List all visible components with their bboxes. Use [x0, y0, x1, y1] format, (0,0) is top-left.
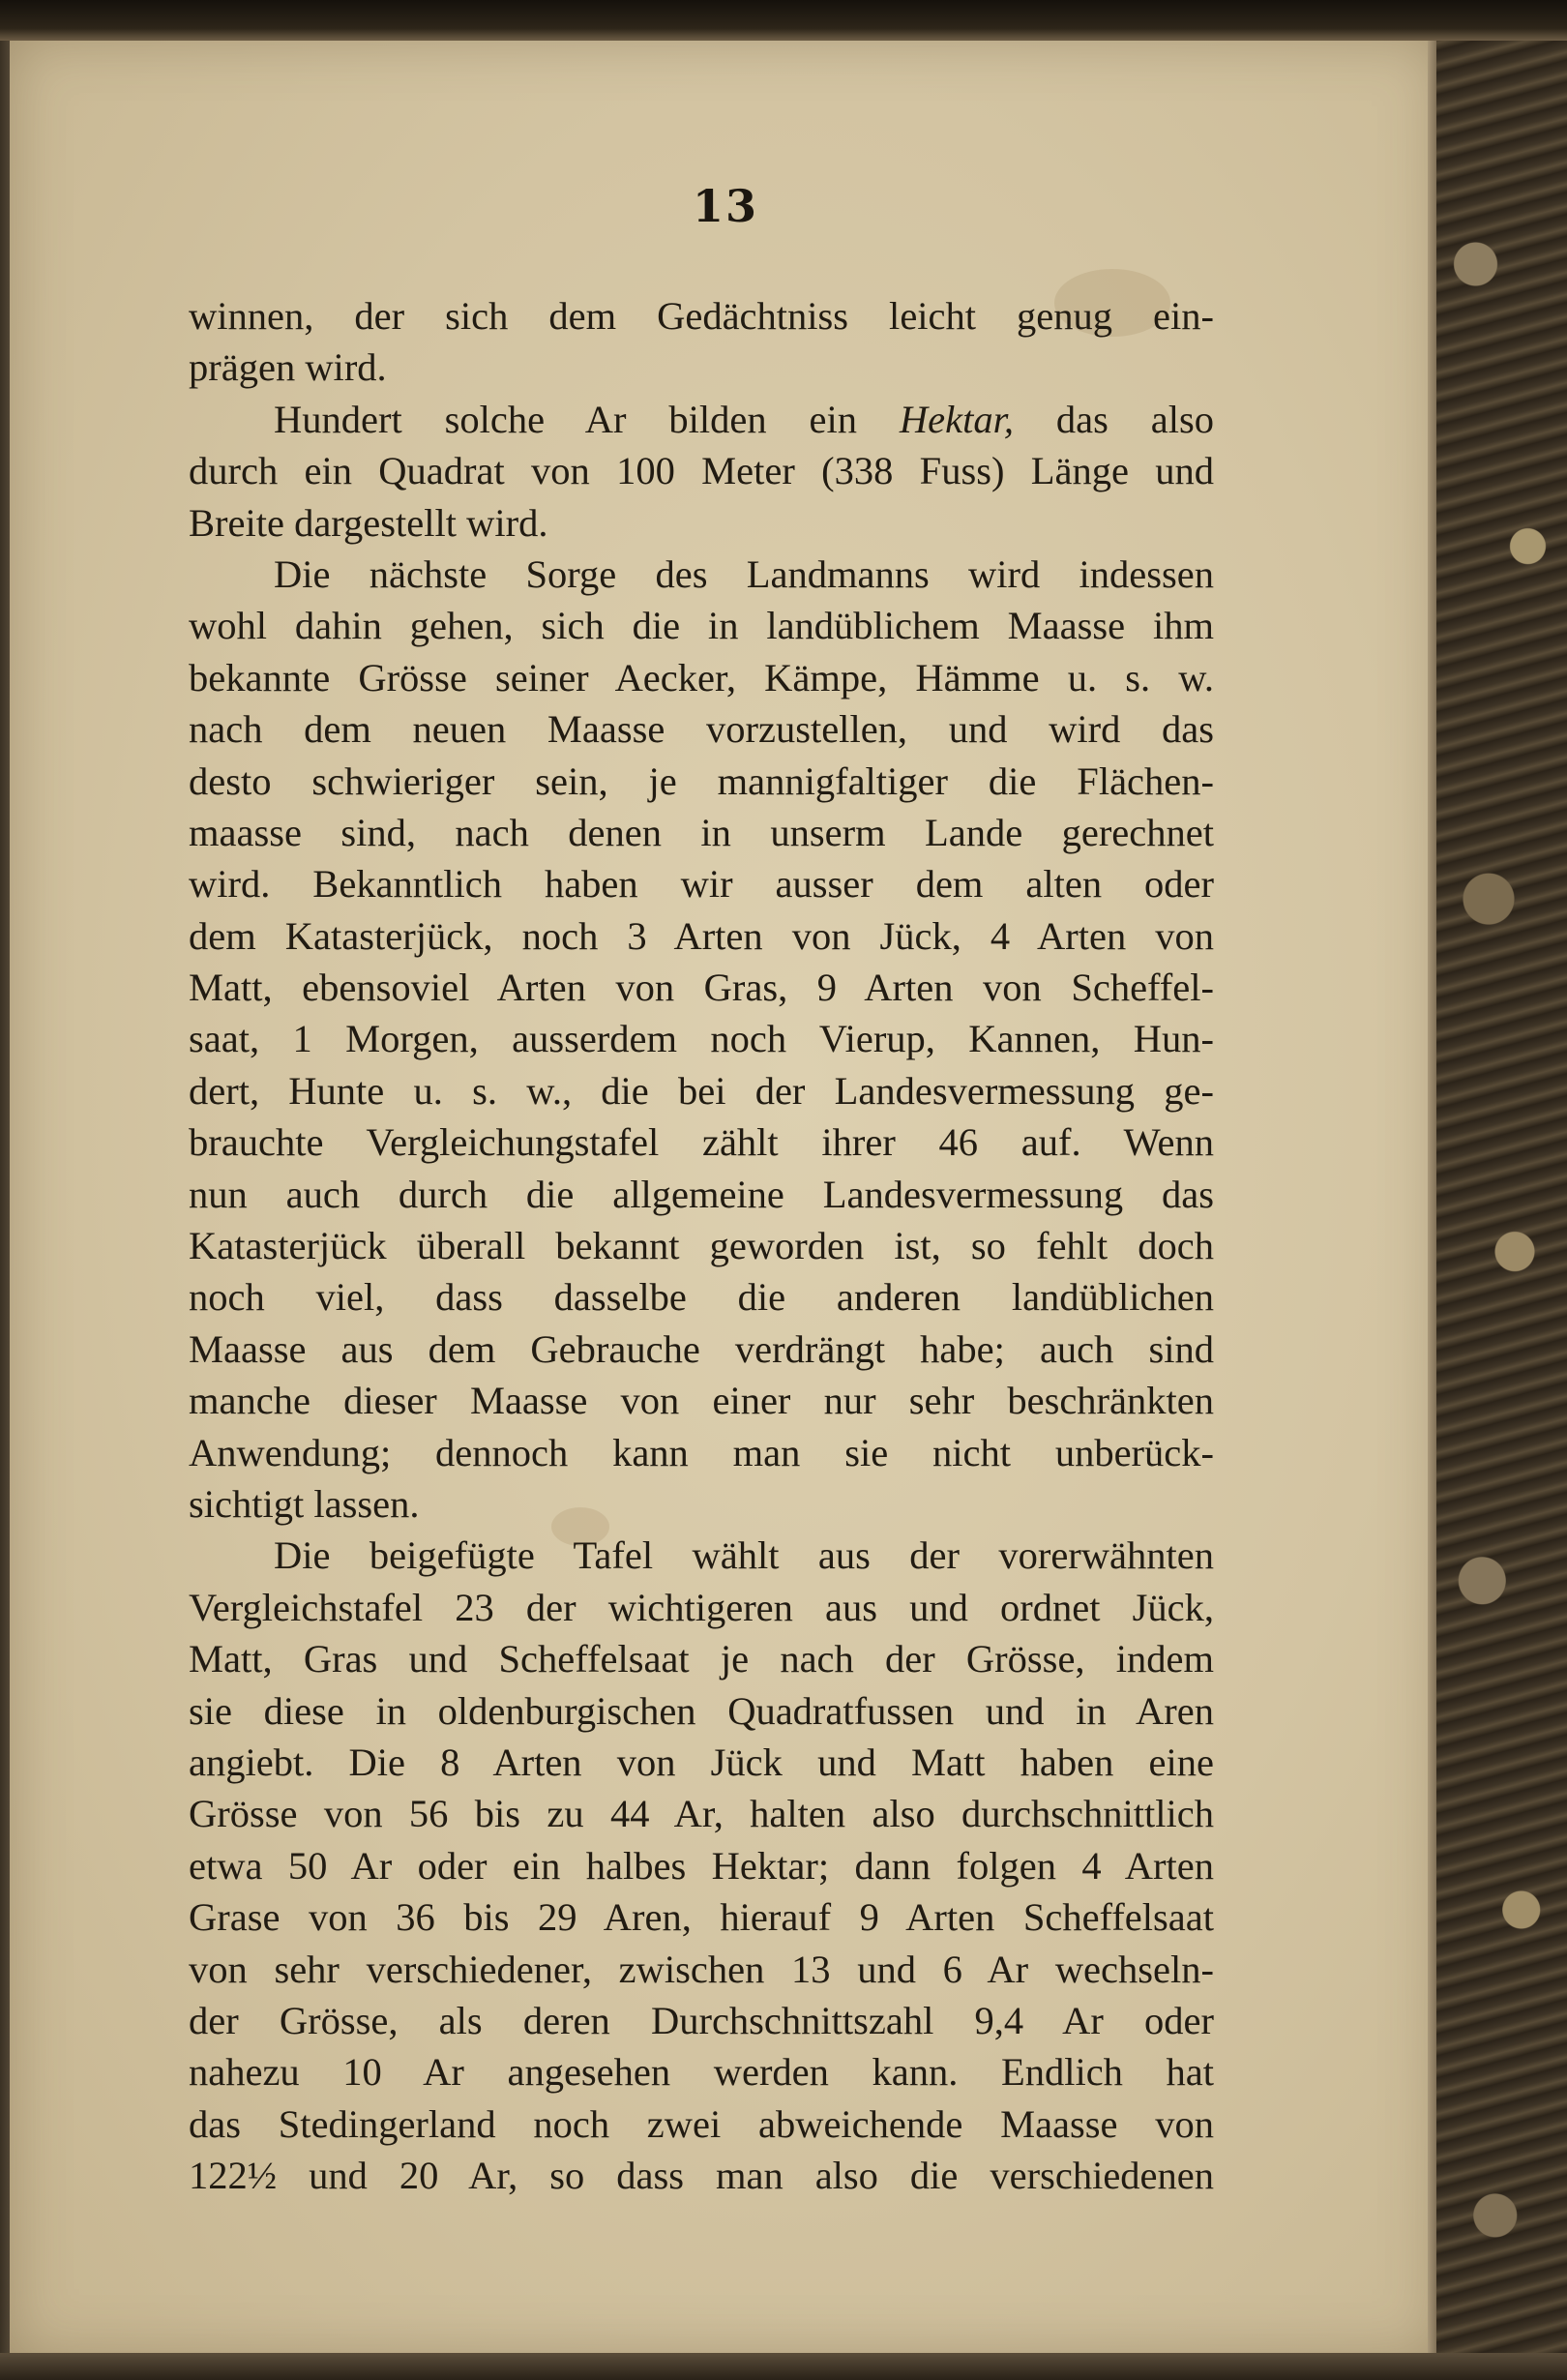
text-line: [189, 1633, 1214, 1684]
text-line: [189, 1840, 1214, 1891]
text-line-content: 122½ und 20 Ar, so dass man also die verschiedenen: [189, 2154, 1214, 2198]
text-line: [189, 1582, 1214, 1633]
text-line: [189, 703, 1214, 755]
text-line: [189, 1220, 1214, 1271]
text-line: [189, 445, 1214, 496]
text-line-content: Matt, Gras und Scheffelsaat je nach der Grösse, indem: [189, 1637, 1214, 1681]
text-line-tail: das also: [1013, 397, 1215, 441]
italic-term: Hektar,: [899, 397, 1014, 441]
page-number: 13: [692, 180, 758, 232]
marbled-cover: [1436, 29, 1567, 2380]
text-line-content: noch viel, dass dasselbe die anderen landüblichen: [189, 1275, 1214, 1320]
text-line-content: Katasterjück überall bekannt geworden ist, so fehlt doch: [189, 1224, 1214, 1268]
text-line: [189, 1169, 1214, 1220]
text-line-content: manche dieser Maasse von einer nur sehr beschränkten: [189, 1379, 1214, 1423]
text-line: [189, 2098, 1214, 2150]
text-line: [189, 549, 1214, 600]
text-line: [189, 1013, 1214, 1064]
text-line-content: desto schwieriger sein, je mannigfaltiger die Flächen-: [189, 759, 1214, 803]
text-line-content: durch ein Quadrat von 100 Meter (338 Fuss) Länge und: [189, 449, 1214, 493]
text-line: [189, 1427, 1214, 1478]
text-line-content: dem Katasterjück, noch 3 Arten von Jück, 4 Arten von: [189, 913, 1214, 958]
text-line-content: sichtigt lassen.: [189, 1481, 420, 1526]
text-line-content: Die beigefügte Tafel wählt aus der vorerwähnten: [274, 1533, 1214, 1578]
book-page: [10, 37, 1441, 2359]
text-line: [189, 1065, 1214, 1116]
text-line: [189, 2150, 1214, 2201]
text-line-content: das Stedingerland noch zwei abweichende Maasse von: [189, 2101, 1214, 2146]
text-line: [189, 858, 1214, 909]
text-line-content: angiebt. Die 8 Arten von Jück und Matt haben eine: [189, 1740, 1214, 1784]
text-line: [189, 652, 1214, 703]
body-text: [189, 290, 1214, 2201]
text-line-content: etwa 50 Ar oder ein halbes Hektar; dann folgen 4 Arten: [189, 1843, 1214, 1888]
text-line: [189, 1685, 1214, 1737]
text-line: [189, 1116, 1214, 1168]
text-line-content: Die nächste Sorge des Landmanns wird indessen: [274, 551, 1214, 596]
text-line: [189, 910, 1214, 962]
text-line: [189, 1530, 1214, 1581]
text-line-content: Grase von 36 bis 29 Aren, hierauf 9 Arten Scheffelsaat: [189, 1895, 1214, 1940]
text-line: [189, 2046, 1214, 2097]
text-line-content: Hundert solche Ar bilden ein: [274, 397, 900, 441]
text-line-content: sie diese in oldenburgischen Quadratfussen und in Aren: [189, 1688, 1214, 1733]
text-line: [189, 1324, 1214, 1375]
text-line-content: nahezu 10 Ar angesehen werden kann. Endlich hat: [189, 2050, 1214, 2095]
text-line-content: nach dem neuen Maasse vorzustellen, und wird das: [189, 707, 1214, 752]
text-line-content: wohl dahin gehen, sich die in landüblichem Maasse ihm: [189, 604, 1214, 648]
text-line-content: Maasse aus dem Gebrauche verdrängt habe; auch sind: [189, 1326, 1214, 1371]
text-line-content: prägen wird.: [189, 345, 387, 390]
text-line-content: Breite dargestellt wird.: [189, 500, 548, 545]
text-line: [189, 497, 1214, 549]
text-line-content: nun auch durch die allgemeine Landesvermessung das: [189, 1172, 1214, 1216]
text-line: [189, 1788, 1214, 1839]
text-line: [189, 1995, 1214, 2046]
text-line: [189, 1478, 1214, 1530]
text-line: [189, 962, 1214, 1013]
text-line-content: Matt, ebensoviel Arten von Gras, 9 Arten von Scheffel-: [189, 966, 1214, 1010]
text-line: [189, 1944, 1214, 1995]
text-line-content: bekannte Grösse seiner Aecker, Kämpe, Hämme u. s. w.: [189, 655, 1214, 699]
text-line-content: dert, Hunte u. s. w., die bei der Landesvermessung ge-: [189, 1068, 1214, 1113]
text-line-content: wird. Bekanntlich haben wir ausser dem alten oder: [189, 862, 1214, 907]
text-line-content: brauchte Vergleichungstafel zählt ihrer 46 auf. Wenn: [189, 1120, 1214, 1165]
text-line: [189, 756, 1214, 807]
text-line: [189, 1375, 1214, 1426]
text-line-content: Grösse von 56 bis zu 44 Ar, halten also durchschnittlich: [189, 1792, 1214, 1836]
text-line: [189, 1737, 1214, 1788]
text-line: [189, 290, 1214, 342]
text-line-content: von sehr verschiedener, zwischen 13 und 6 Ar wechseln-: [189, 1947, 1214, 1991]
text-line-content: saat, 1 Morgen, ausserdem noch Vierup, Kannen, Hun-: [189, 1017, 1214, 1061]
text-line: [189, 1271, 1214, 1323]
text-line: [189, 807, 1214, 858]
text-line-content: der Grösse, als deren Durchschnittszahl 9,4 Ar oder: [189, 1998, 1214, 2042]
text-line: [189, 1891, 1214, 1943]
text-line-content: Vergleichstafel 23 der wichtigeren aus und ordnet Jück,: [189, 1585, 1214, 1629]
text-line: [189, 394, 1214, 445]
text-line: [189, 600, 1214, 651]
text-line-content: Anwendung; dennoch kann man sie nicht unberück-: [189, 1430, 1214, 1474]
text-line-content: maasse sind, nach denen in unserm Lande gerechnet: [189, 810, 1214, 854]
text-line: [189, 342, 1214, 393]
text-line-content: winnen, der sich dem Gedächtniss leicht genug ein-: [189, 294, 1214, 338]
scan-top-edge: [0, 0, 1567, 41]
scan-bottom-edge: [0, 2353, 1567, 2380]
